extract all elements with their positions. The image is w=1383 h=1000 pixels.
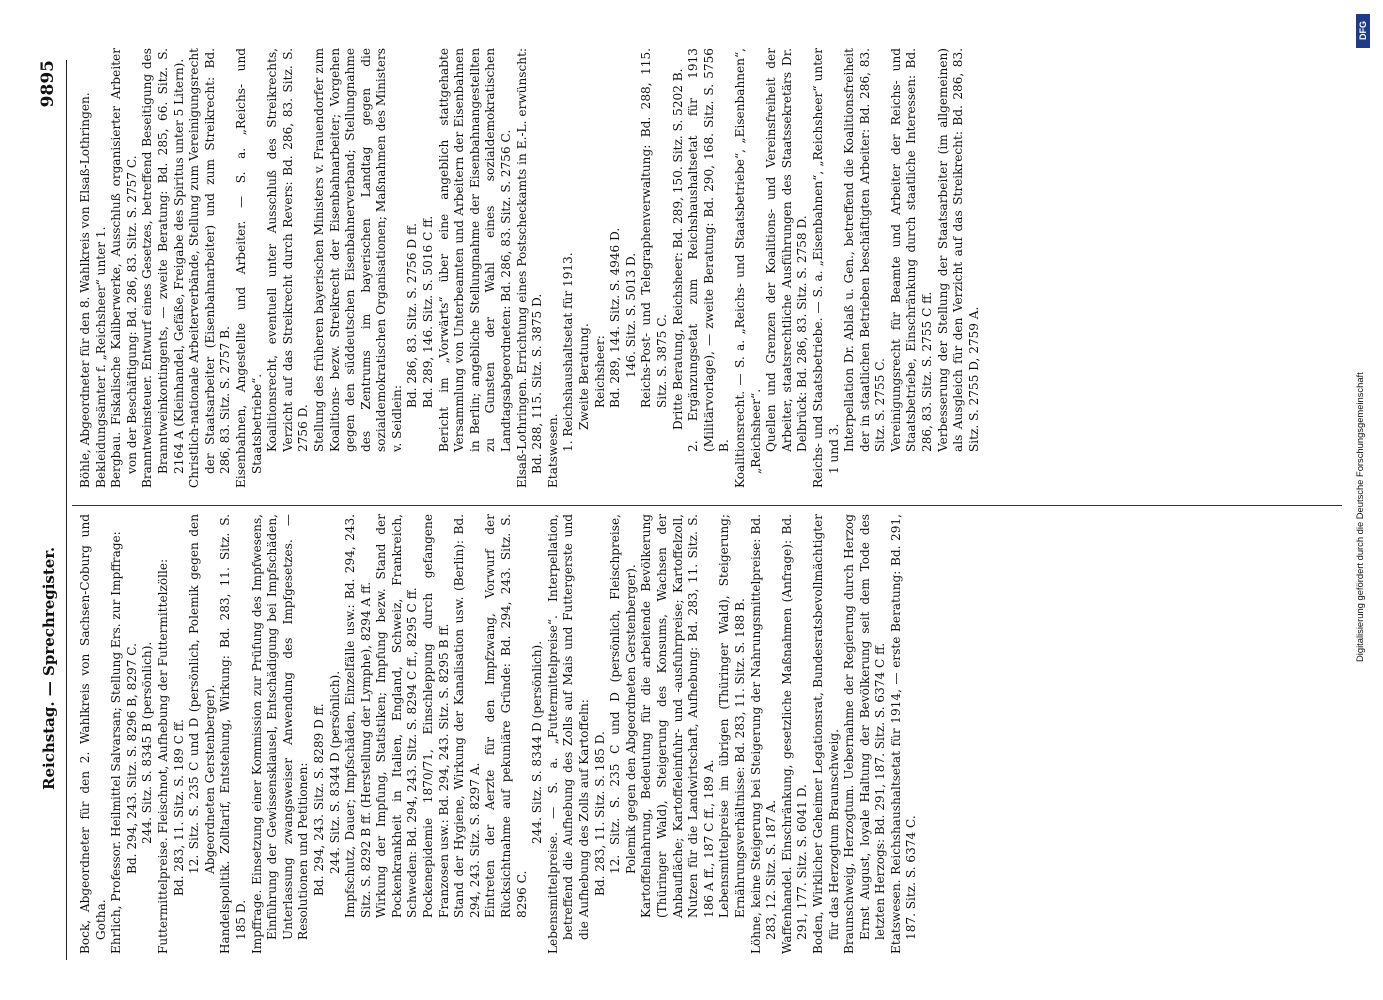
entry-ref	[608, 48, 624, 488]
entry-text: Bd. 283, 11. Sitz. S. 185 D.	[592, 731, 607, 896]
entry-sub	[421, 514, 452, 954]
entry-sub	[686, 48, 733, 488]
entry-text: Zweite Beratung.	[577, 323, 591, 430]
entry-text: Eisenbahnen, Angestellte und Arbeiter. — S. a. „Reichs- und Staatsbetriebe“.	[233, 48, 264, 488]
digitization-credit: Digitalisierung gefördert durch die Deutsche Forschungsgemeinschaft	[1354, 372, 1365, 662]
entry-text: Dritte Beratung, Reichsheer: Bd. 289, 150. Sitz. S. 5202 B.	[670, 68, 685, 430]
dfg-logo	[1356, 14, 1370, 48]
entry-text: Handelspolitik. Zolltarif, Entstehung, Wirkung: Bd. 283, 11. Sitz. S. 185 D.	[218, 514, 248, 954]
entry-text: Kartoffelnahrung, Bedeutung für die arbeitende Bevölkerung (Thüringer Wald), Steigerung des Konsums, Wachsen der Anbaufläche; Kartoffeleinfuhr- und -ausfuhrpreise; Kartoffelzoll, Nutzen für die Landwirtschaft, Aufhebung: Bd. 283, 11. Sitz. S. 186 A ff., 187 C ff., 189 A.	[639, 514, 716, 918]
entry-text: Interpellation Dr. Ablaß u. Gen., betreffend die Koalitionsfreiheit der in staatlichen Betrieben beschäftigten Arbeiter: Bd. 286, 83. Sitz. S. 2755 C.	[842, 48, 888, 452]
entry	[140, 48, 187, 488]
entry-ref	[593, 514, 609, 954]
entry-text: 146. Sitz. S. 5013 D.	[623, 252, 638, 378]
entry	[733, 48, 764, 488]
entry	[187, 48, 234, 488]
entry-text: Stand der Hygiene, Wirkung der Kanalisation usw. (Berlin): Bd. 294, 243. Sitz. S. 8297 A.	[452, 514, 482, 918]
entry-text: Koalitionsrecht. — S. a. „Reichs- und Staatsbetriebe“, „Eisenbahnen“, „Reichsheer“.	[732, 48, 763, 488]
entry-ref	[608, 514, 639, 954]
entry-text: Bekleidungsämter f. „Reichsheer“ unter 1.	[93, 226, 108, 488]
entry-text: Wirkung der Impfung, Statistiken; Impfung bezw. Stand der Pockenkrankheit in Italien, England, Schweiz, Frankreich, Schweden: Bd. 294, 243. Sitz. S. 8294 C ff., 8295 C ff.	[374, 514, 420, 918]
entry-text: Bericht im „Vorwärts“ über eine angeblich stattgehabte Versammlung von Unterbeamten und Arbeitern der Eisenbahnen in Berlin; angebliche Stellungnahme der Eisenbahnangestellten zu Gunsten der Wahl eines sozialdemokratischen Landtagsabgeordneten: Bd. 286, 83. Sitz. S. 2756 C.	[436, 48, 514, 452]
entry-text: Reichs-Post- und Telegraphenverwaltung: Bd. 288, 115. Sitz. S. 3875 C.	[639, 48, 669, 408]
entry-sub	[312, 48, 406, 488]
entry-text: Bd. 294, 243. Sitz. S. 8296 B, 8297 C.	[124, 643, 139, 874]
entry-text: Etatswesen. Reichshaushaltsetat für 1914, — erste Beratung: Bd. 291, 187. Sitz. S. 6374 C.	[888, 514, 919, 954]
entry-heading	[78, 514, 109, 954]
entry-sub	[452, 514, 483, 954]
entry-sub	[593, 48, 609, 488]
entry-sub	[265, 48, 312, 488]
entry-text: Lebensmittelpreise im übrigen (Thüringer Wald), Steigerung; Ernährungsverhältnisse: Bd. 283, 11. Sitz. S. 188 B.	[717, 514, 747, 918]
entry-ref	[312, 514, 328, 954]
entry-text: Futtermittelpreise. Fleischnot, Aufhebung der Futtermittelzölle:	[155, 558, 170, 954]
entry-sub	[842, 48, 889, 488]
entry	[546, 48, 562, 488]
entry-sub	[577, 48, 593, 488]
entry-ref	[639, 48, 670, 488]
entry-text: Braunschweig, Herzogtum. Uebernahme der Regierung durch Herzog Ernst August, loyale Haltung der Bevölkerung seit dem Tode des letzten Herzogs: Bd. 291, 187. Sitz. S. 6374 C ff.	[842, 514, 888, 954]
entry	[109, 514, 125, 954]
entry-text: 12. Sitz. S. 235 C und D (persönlich, Polemik gegen den Abgeordneten Gerstenberger).	[187, 514, 217, 874]
entry-text: Boden, Wirklicher Geheimer Legationsrat, Bundesratsbevollmächtigter für das Herzogtum Braunschweig.	[810, 514, 841, 954]
entry-text: Bergbau. Fiskalische Kaliberwerke, Ausschluß organisierter Arbeiter von der Beschäftigung: Bd. 286, 83. Sitz. S. 2757 C.	[109, 48, 139, 488]
entry-ref	[328, 514, 344, 954]
entry-text: Etatswesen.	[545, 413, 560, 488]
entry-text: Pockenepidemie 1870/71, Einschleppung durch gefangene Franzosen usw.: Bd. 294, 243. Sitz. S. 8295 B ff.	[421, 514, 451, 918]
entry-text: 12. Sitz. S. 235 C und D (persönlich, Fleischpreise, Polemik gegen den Abgeordneten Gerstenberger).	[608, 514, 638, 874]
page-number: 9895	[38, 60, 58, 108]
entry-text: Bock, Abgeordneter für den 2. Wahlkreis von Sachsen-Coburg und Gotha.	[78, 514, 108, 954]
entry-text: Bd. 294, 243. Sitz. S. 8289 D ff.	[311, 703, 326, 896]
entry-sub	[936, 48, 983, 488]
entry-text: 244. Sitz. S. 8345 B (persönlich).	[140, 641, 155, 844]
entry-sub	[374, 514, 421, 954]
right-column	[78, 48, 982, 488]
entry-sub	[437, 48, 515, 488]
entry	[811, 48, 842, 488]
entry-sub	[343, 514, 374, 954]
entry-text: Branntweinsteuer. Entwurf eines Gesetzes, betreffend Beseitigung des Branntweinkontingents, — zweite Beratung: Bd. 285, 66. Sitz. S. 2164 A (Kleinhandel, Gefäße, Freigabe des Spiritus unter 5 Litern).	[140, 48, 186, 488]
entry-sub	[764, 48, 811, 488]
entry-text: Reichs- und Staatsbetriebe. — S. a. „Eisenbahnen“, „Reichsheer“ unter 1 und 3.	[810, 48, 841, 488]
entry	[218, 514, 249, 954]
entry	[780, 514, 811, 954]
entry-text: 244. Sitz. S. 8344 D (persönlich).	[327, 670, 342, 874]
entry-text: Lebensmittelpreise. — S. a. „Futtermittelpreise“. Interpellation, betreffend die Aufhebung des Zolls auf Mais und Futtergerste und die Aufhebung des Zolls auf Kartoffeln:	[545, 514, 591, 954]
entry-text: Bd. 289, 146. Sitz. S. 5016 C ff.	[421, 215, 436, 408]
entry-text: Reichsheer:	[592, 335, 607, 408]
entry-heading	[78, 48, 94, 488]
entry	[234, 48, 265, 488]
entry-text: Quellen und Grenzen der Koalitions- und Vereinsfreiheit der Arbeiter, staatsrechtliche Ausführungen des Staatssekretärs Dr. Delbrück: Bd. 286, 83. Sitz. S. 2758 D.	[764, 48, 810, 452]
entry	[749, 514, 780, 954]
entry-heading	[811, 514, 842, 954]
entry-text: Bd. 283, 11. Sitz. S. 189 C ff.	[171, 719, 186, 896]
entry-text: Bd. 286, 83. Sitz. S. 2756 D ff.	[405, 223, 420, 408]
entry	[156, 514, 172, 954]
entry-ref	[421, 48, 437, 488]
entry-text: Böhle, Abgeordneter für den 8. Wahlkreis von Elsaß-Lothringen.	[78, 92, 92, 488]
entry-ref	[530, 514, 546, 954]
entry-ref	[172, 514, 188, 954]
entry	[546, 514, 593, 954]
entry-ref	[140, 514, 156, 954]
entry-text: Stellung des früheren bayerischen Ministers v. Frauendorfer zum Koalitions- bezw. Streikrecht der Eisenbahnarbeiter; Vorgehen gegen den süddeutschen Eisenbahnerverband; Stellungnahme des Zentrums im bayerischen Landtag gegen die sozialdemokratischen Organisationen; Maßnahmen des Ministers v. Seidlein:	[311, 48, 404, 452]
entry-text: 2. Ergänzungsetat zum Reichshaushaltsetat für 1913 (Militärvorlage), — zweite Beratung: Bd. 290, 168. Sitz. S. 5756 B.	[686, 48, 732, 452]
entry-sub	[889, 48, 936, 488]
entry-text: Impfschutz, Dauer; Impfschäden, Einzelfälle usw.: Bd. 294, 243. Sitz. S. 8292 B ff. (Herstellung der Lymphe), 8294 A ff.	[343, 514, 373, 918]
entry-sub	[639, 514, 717, 954]
dfg-logo-text: DFG	[1358, 21, 1368, 41]
entry-ref	[624, 48, 640, 488]
entry-text: Koalitionsrecht, eventuell unter Ausschluß des Streikrechts, Verzicht auf das Streikrecht durch Revers: Bd. 286, 83. Sitz. S. 2756 D.	[265, 48, 311, 452]
entry-text: Christlich-nationale Arbeiterverbände, Stellung zum Vereinigungsrecht der Staatsarbeiter (Eisenbahnarbeiter) und zum Streikrecht: Bd. 286, 83. Sitz. S. 2757 B.	[187, 48, 233, 488]
entry-text: Verbesserung der Stellung der Staatsarbeiter (im allgemeinen) als Ausgleich für den Verzicht auf das Streikrecht: Bd. 286, 83. Sitz. S. 2755 D, 2759 A.	[935, 48, 981, 452]
entry-text: Ehrlich, Professor. Heilmittel Salvarsan; Stellung Ers. zur Impffrage:	[109, 531, 124, 954]
entry-ref	[125, 514, 141, 954]
entry-sub	[561, 48, 577, 488]
entry-text: Löhne, keine Steigerung bei Steigerung der Nahrungsmittelpreise: Bd. 283, 12. Sitz. S. 187 A.	[748, 514, 779, 954]
entry	[109, 48, 140, 488]
entry	[250, 514, 312, 954]
header-rule	[66, 60, 67, 960]
entry	[515, 48, 546, 488]
entry-text: Impffrage. Einsetzung einer Kommission zur Prüfung des Impfwesens, Einführung der Gewissensklausel, Entschädigung bei Impfschäden, Unterlassung zwangsweiser Anwendung des Impfgesetzes. — Resolutionen und Petitionen:	[249, 514, 311, 954]
entry-text: Waffenhandel. Einschränkung, gesetzliche Maßnahmen (Anfrage): Bd. 291, 177. Sitz. S. 6041 D.	[779, 514, 810, 954]
entry	[842, 514, 889, 954]
entry-ref	[187, 514, 218, 954]
entry-text: Elsaß-Lothringen. Errichtung eines Postscheckamts in E.-L. erwünscht: Bd. 288, 115. Sitz. S. 3875 D.	[514, 48, 545, 488]
running-head: Reichstag. — Sprechregister.	[40, 546, 58, 790]
left-column	[78, 514, 920, 954]
page-header	[34, 60, 64, 960]
entry-sub	[483, 514, 530, 954]
entry-text: Eintreten der Aerzte für den Impfzwang, Vorwurf der Rücksichtnahme auf pekuniäre Gründe: Bd. 294, 243. Sitz. S. 8296 C.	[483, 514, 529, 918]
entry	[94, 48, 110, 488]
entry-text: 244. Sitz. S. 8344 D (persönlich).	[530, 640, 545, 844]
column-rule	[72, 505, 1342, 506]
entry-sub	[717, 514, 748, 954]
entry	[889, 514, 920, 954]
entry-ref	[405, 48, 421, 488]
entry-text: 1. Reichshaushaltsetat für 1913.	[561, 252, 576, 452]
entry-ref	[671, 48, 687, 488]
entry-text: Vereinigungsrecht für Beamte und Arbeiter der Reichs- und Staatsbetriebe, Einschränkung durch staatliche Interessen: Bd. 286, 83. Sitz. S. 2755 C ff.	[888, 48, 935, 452]
entry-text: Bd. 289, 144. Sitz. S. 4946 D.	[608, 227, 623, 408]
